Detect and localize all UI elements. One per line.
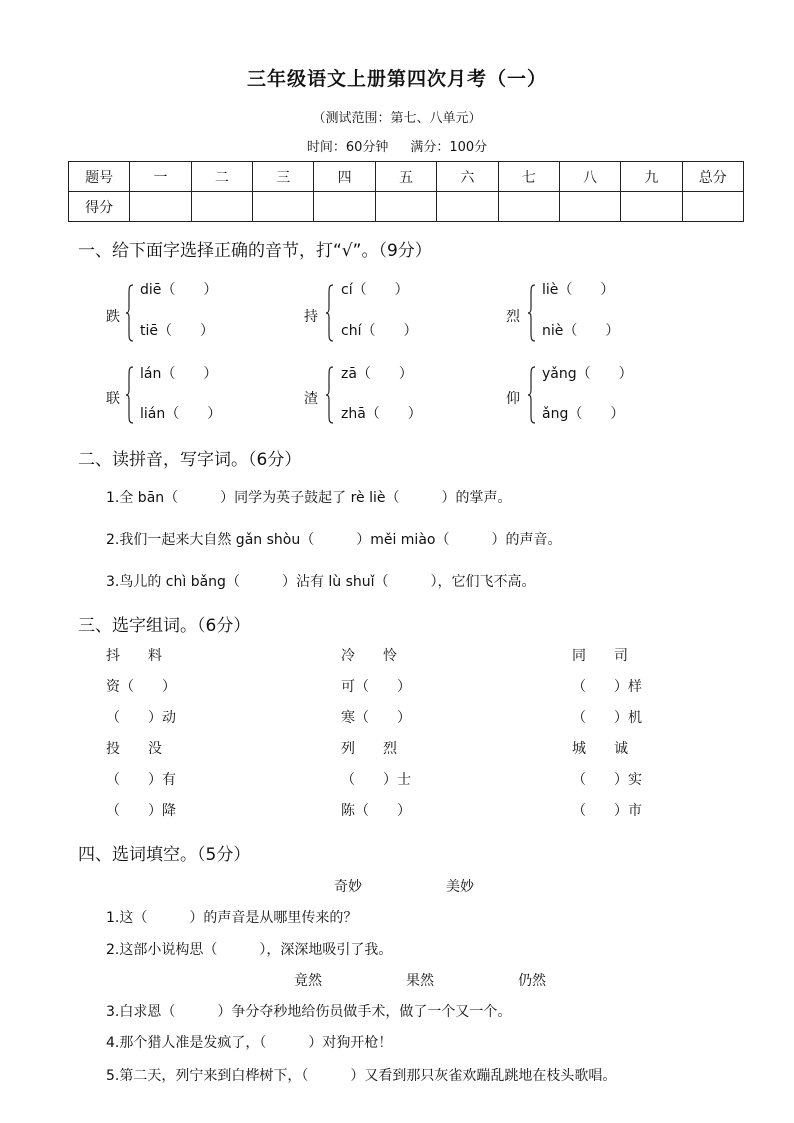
pinyin-option[interactable]: cí（ ） xyxy=(341,282,409,298)
score-table-cell: 九 xyxy=(621,162,682,192)
brace-icon xyxy=(126,366,134,424)
full-score: 满分：100分 xyxy=(410,140,488,155)
char-zha: 渣 xyxy=(304,391,318,407)
pinyin-option[interactable]: liè（ ） xyxy=(542,282,615,298)
word-pair: 投 没 xyxy=(106,741,162,757)
score-input-cell[interactable] xyxy=(498,192,559,222)
section4-heading: 四、选词填空。（5分） xyxy=(78,845,251,865)
question-item: 1.这（ ）的声音是从哪里传来的？ xyxy=(106,910,358,926)
score-table-score-row xyxy=(69,192,744,222)
score-input-cell[interactable] xyxy=(437,192,498,222)
word-group-col1 xyxy=(106,641,176,827)
word-choice: 仍然 xyxy=(518,973,546,989)
pinyin-option[interactable]: chí（ ） xyxy=(341,323,418,339)
section1-heading: 一、给下面字选择正确的音节，打“√”。（9分） xyxy=(78,241,432,261)
question-item: 3.白求恩（ ）争分夺秒地给伤员做手术，做了一个又一个。 xyxy=(106,1004,512,1020)
score-input-cell[interactable] xyxy=(253,192,314,222)
char-die: 跌 xyxy=(106,309,120,325)
score-row-label: 得分 xyxy=(69,192,130,222)
pinyin-option[interactable]: yǎng（ ） xyxy=(542,366,633,382)
score-table-cell: 一 xyxy=(130,162,191,192)
brace-icon xyxy=(528,284,536,342)
score-table-cell: 三 xyxy=(253,162,314,192)
page-title: 三年级语文上册第四次月考（一） xyxy=(246,68,547,90)
word-pair: 抖 料 xyxy=(106,648,162,664)
brace-icon xyxy=(528,366,536,424)
score-table-header-row xyxy=(69,162,744,192)
word-blank[interactable]: 可（ ） xyxy=(341,679,411,695)
word-blank[interactable]: （ ）实 xyxy=(572,772,642,788)
word-blank[interactable]: 寒（ ） xyxy=(341,710,411,726)
word-blank[interactable]: （ ）市 xyxy=(572,803,642,819)
word-pair: 城 诚 xyxy=(572,741,628,757)
score-input-cell[interactable] xyxy=(375,192,436,222)
score-table-cell: 四 xyxy=(314,162,375,192)
section3-heading: 三、选字组词。（6分） xyxy=(78,616,251,636)
word-choice: 美妙 xyxy=(446,879,474,895)
score-table-cell: 八 xyxy=(559,162,620,192)
word-group-col2 xyxy=(341,641,411,827)
word-blank[interactable]: （ ）士 xyxy=(341,772,411,788)
time-info xyxy=(0,136,794,155)
word-blank[interactable]: （ ）机 xyxy=(572,710,642,726)
score-input-cell[interactable] xyxy=(130,192,191,222)
pinyin-option[interactable]: lán（ ） xyxy=(140,366,218,382)
pinyin-option[interactable]: ǎng（ ） xyxy=(542,406,625,422)
word-pair: 同 司 xyxy=(572,648,628,664)
score-table xyxy=(68,161,744,222)
char-lian: 联 xyxy=(106,391,120,407)
pinyin-option[interactable]: tiē（ ） xyxy=(140,323,214,339)
word-blank[interactable]: 陈（ ） xyxy=(341,803,411,819)
score-table-cell: 二 xyxy=(191,162,252,192)
char-yang: 仰 xyxy=(506,391,520,407)
pinyin-option[interactable]: diē（ ） xyxy=(140,282,218,298)
question-item: 2.我们一起来大自然 gǎn shòu（ ）měi miào（ ）的声音。 xyxy=(106,532,562,548)
question-item: 1.全 bān（ ）同学为英子鼓起了 rè liè（ ）的掌声。 xyxy=(106,490,512,506)
question-item: 5.第二天，列宁来到白桦树下，（ ）又看到那只灰雀欢蹦乱跳地在枝头歌唱。 xyxy=(106,1068,617,1084)
score-table-cell: 七 xyxy=(498,162,559,192)
brace-icon xyxy=(326,366,334,424)
score-input-cell[interactable] xyxy=(191,192,252,222)
test-scope: （测试范围：第七、八单元） xyxy=(312,111,482,126)
question-item: 4.那个猎人准是发疯了，（ ）对狗开枪！ xyxy=(106,1035,393,1051)
score-input-cell[interactable] xyxy=(682,192,743,222)
pinyin-option[interactable]: niè（ ） xyxy=(542,323,620,339)
time-limit: 时间：60分钟 xyxy=(306,140,389,155)
char-chi: 持 xyxy=(304,309,318,325)
word-group-col3 xyxy=(572,641,642,827)
score-input-cell[interactable] xyxy=(621,192,682,222)
word-pair: 冷 怜 xyxy=(341,648,397,664)
word-choice: 果然 xyxy=(406,973,434,989)
section2-heading: 二、读拼音，写字词。（6分） xyxy=(78,450,302,470)
word-pair: 列 烈 xyxy=(341,741,397,757)
score-table-cell: 总分 xyxy=(682,162,743,192)
score-input-cell[interactable] xyxy=(559,192,620,222)
pinyin-option[interactable]: zā（ ） xyxy=(341,366,413,382)
score-table-cell: 题号 xyxy=(69,162,130,192)
brace-icon xyxy=(326,284,334,342)
brace-icon xyxy=(126,284,134,342)
question-item: 2.这部小说构思（ ），深深地吸引了我。 xyxy=(106,942,393,958)
score-table-cell: 五 xyxy=(375,162,436,192)
word-blank[interactable]: （ ）样 xyxy=(572,679,642,695)
char-lie: 烈 xyxy=(506,309,520,325)
pinyin-option[interactable]: zhā（ ） xyxy=(341,406,422,422)
word-blank[interactable]: （ ）降 xyxy=(106,803,176,819)
score-input-cell[interactable] xyxy=(314,192,375,222)
pinyin-option[interactable]: lián（ ） xyxy=(140,406,222,422)
word-choice: 奇妙 xyxy=(334,879,362,895)
question-item: 3.鸟儿的 chì bǎng（ ）沾有 lù shuǐ（ ），它们飞不高。 xyxy=(106,574,536,590)
word-blank[interactable]: （ ）动 xyxy=(106,710,176,726)
word-choice: 竟然 xyxy=(294,973,322,989)
score-table-cell: 六 xyxy=(437,162,498,192)
word-blank[interactable]: （ ）有 xyxy=(106,772,176,788)
word-blank[interactable]: 资（ ） xyxy=(106,679,176,695)
